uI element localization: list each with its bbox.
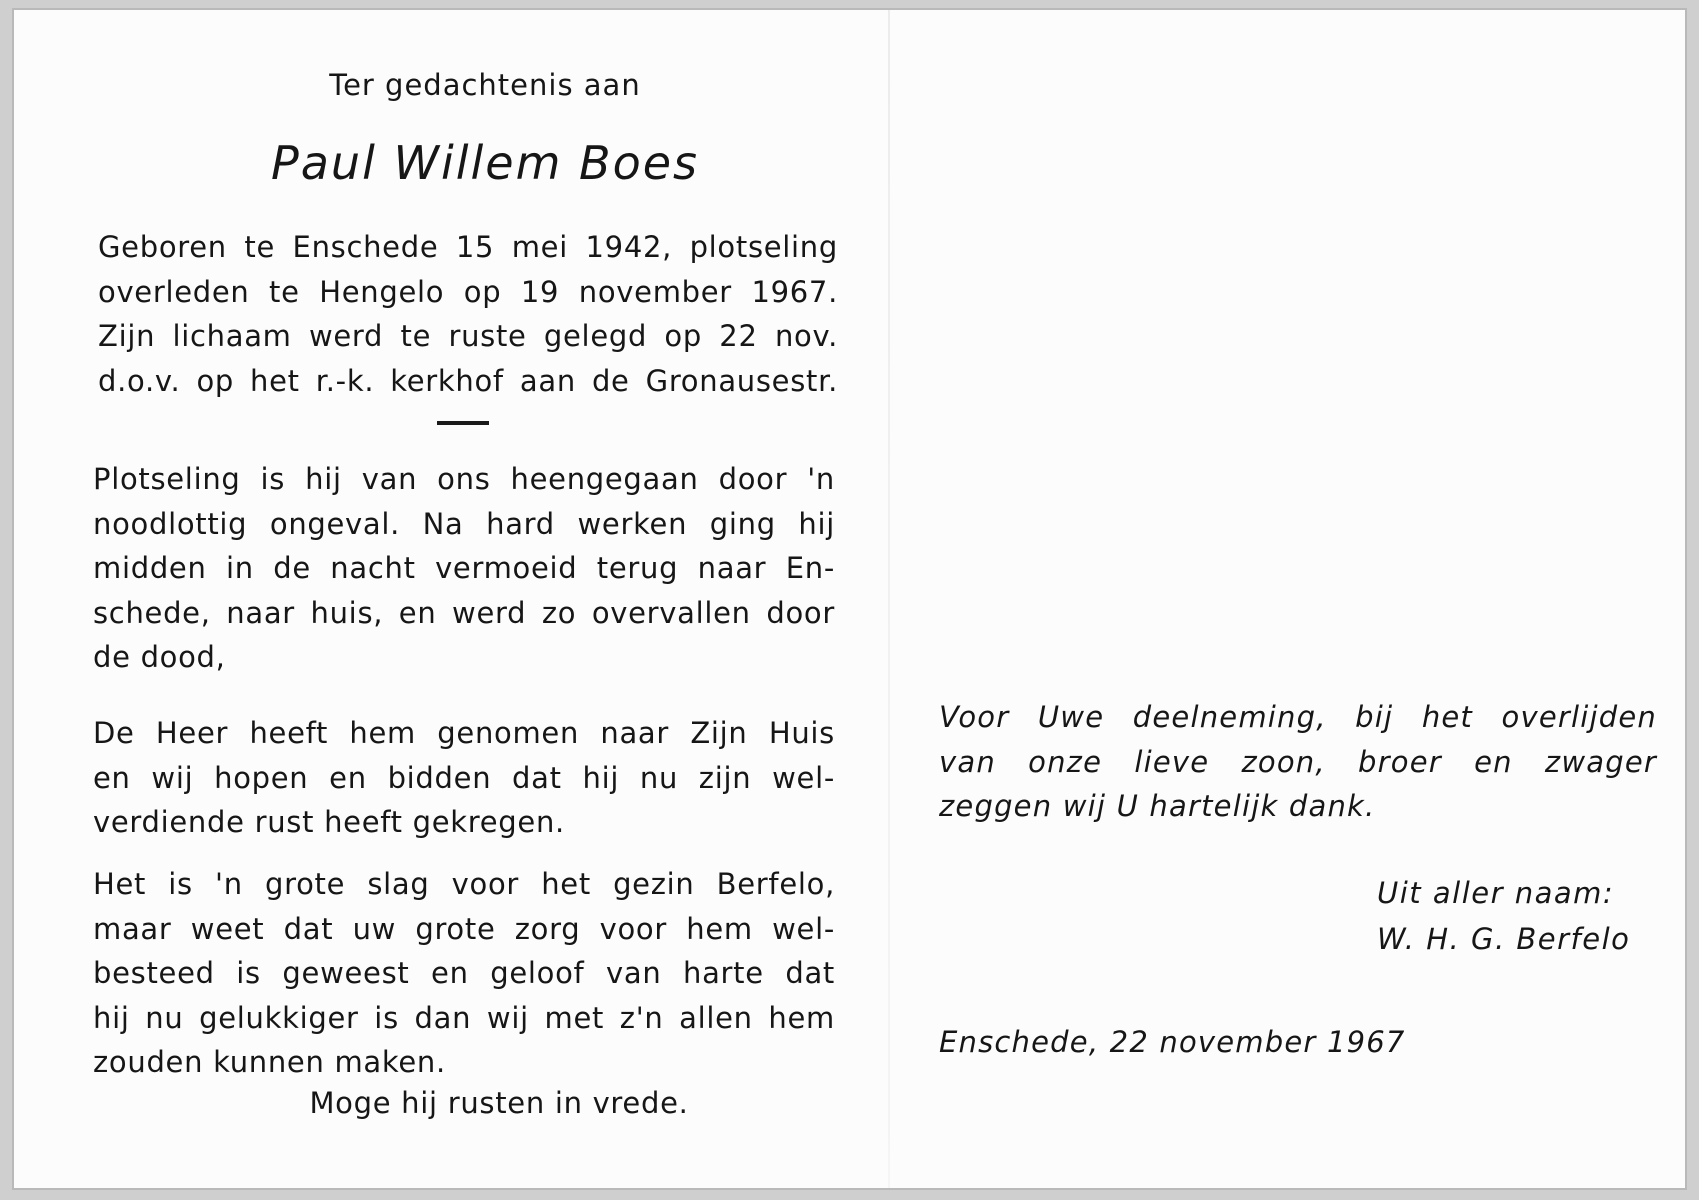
text-line: noodlottig ongeval. Na hard werken ging hij (93, 506, 835, 541)
closing-line: Moge hij rusten in vrede. (309, 1086, 689, 1120)
text-line: van onze lieve zoon, broer en zwager (939, 744, 1657, 779)
text-line: de dood, (93, 640, 226, 674)
divider-rule (437, 421, 489, 425)
text-line: maar weet dat uw grote zorg voor hem wel- (93, 911, 835, 946)
text-line: Plotseling is hij van ons heengegaan door 'n (93, 462, 835, 496)
text-line: midden in de nacht vermoeid terug naar En- (93, 551, 835, 585)
card-fold (888, 10, 890, 1188)
text-line: Geboren te Enschede 15 mei 1942, plotseling (98, 230, 838, 264)
text-line: d.o.v. op het r.-k. kerkhof aan de Gronausestr. (98, 363, 838, 398)
text-line: Het is 'n grote slag voor het gezin Berfelo, (93, 867, 835, 901)
paragraph-prayer (93, 711, 835, 845)
text-line: hij nu gelukkiger is dan wij met z'n allen hem (93, 1000, 835, 1035)
birth-death-paragraph (98, 225, 838, 403)
text-line: zeggen wij U hartelijk dank. (939, 789, 1376, 823)
place-date: Enschede, 22 november 1967 (939, 1025, 1406, 1059)
text-line: zouden kunnen maken. (93, 1045, 446, 1079)
signature-block (1377, 870, 1667, 962)
paragraph-family (93, 862, 835, 1085)
text-line: besteed is geweest en geloof van harte dat (93, 956, 835, 990)
text-line: schede, naar huis, en werd zo overvallen door (93, 595, 835, 630)
text-line: overleden te Hengelo op 19 november 1967. (98, 274, 838, 309)
text-line: verdiende rust heeft gekregen. (93, 805, 565, 839)
intro-text: Ter gedachtenis aan (329, 68, 641, 102)
deceased-name: Paul Willem Boes (270, 136, 699, 190)
thanks-paragraph (939, 695, 1657, 829)
paragraph-accident (93, 457, 835, 680)
memorial-card (14, 10, 1685, 1188)
text-line: Zijn lichaam werd te ruste gelegd op 22 nov. (98, 319, 838, 353)
text-line: De Heer heeft hem genomen naar Zijn Huis (93, 716, 835, 750)
text-line: Voor Uwe deelneming, bij het overlijden (939, 700, 1657, 734)
signature-label: Uit aller naam: (1377, 876, 1615, 910)
signature-name: W. H. G. Berfelo (1377, 922, 1631, 956)
text-line: en wij hopen en bidden dat hij nu zijn wel- (93, 760, 835, 795)
